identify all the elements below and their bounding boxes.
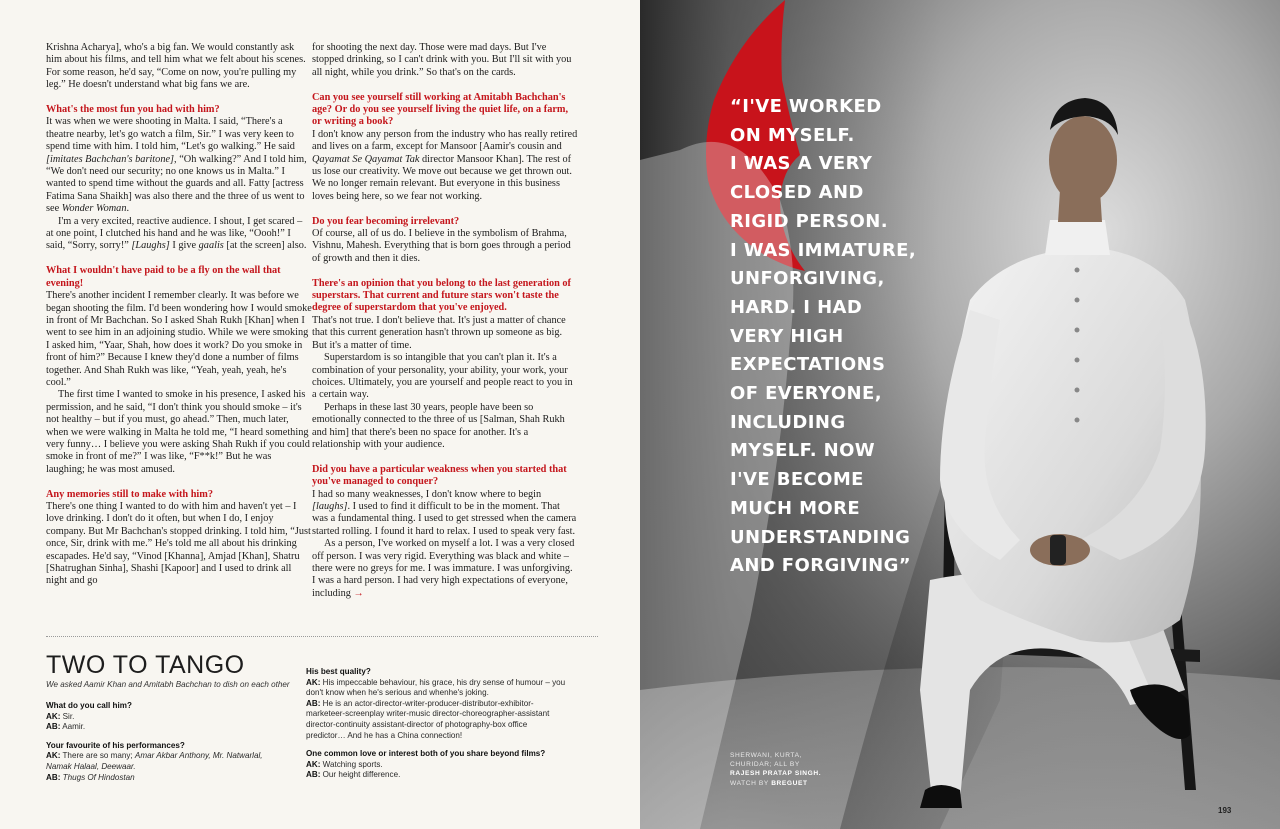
pull-quote-line: ON MYSELF. xyxy=(730,124,855,146)
paragraph: Krishna Acharya], who's a big fan. We would constantly ask him about his films, and tell him what we felt about his scenes. For some reason, he'd say, “Come on now, you're pulling my leg.” He doesn't understand what big fans we are. xyxy=(46,42,306,91)
qa-list-right xyxy=(306,667,566,781)
pull-quote-line: HARD. I HAD xyxy=(730,296,863,318)
qa-answer: AK: Sir. xyxy=(46,711,75,721)
pull-quote-line: I WAS A VERY xyxy=(730,153,873,175)
paragraph: That's not true. I don't believe that. It's just a matter of chance that this current generation hasn't thrown up someone as big. But it's a matter of time. xyxy=(312,314,566,351)
qa-list-left xyxy=(46,701,286,783)
qa-question: Your favourite of his performances? xyxy=(46,740,185,750)
paragraph: I don't know any person from the industry who has really retired and lives on a farm, except for Mansoor [Aamir's cousin and Qayamat Se Qayamat Tak director Mansoor Khan]. The rest of us lose our creativity. We move out because we get thrown out. We no longer remain relevant. But everyone in this business loves being here, so we fear not working. xyxy=(312,128,578,202)
question-heading: Do you fear becoming irrelevant? xyxy=(312,215,460,227)
pull-quote-line: OF EVERYONE, xyxy=(730,383,882,405)
qa-answer: AB: He is an actor-director-writer-producer-distributor-exhibitor-marketeer-screenplay writer-music director-choreographer-assistant director-continuity assistant-director of photography-box office predictor… And he has a China connection! xyxy=(306,698,550,740)
continue-arrow-icon: → xyxy=(353,587,364,599)
article-column-2 xyxy=(312,42,578,600)
pull-quote-line: UNDERSTANDING xyxy=(730,526,911,548)
question-heading: Did you have a particular weakness when you started that you've managed to conquer? xyxy=(312,463,567,488)
paragraph: Perhaps in these last 30 years, people have been so emotionally connected to the three of us [Salman, Shah Rukh and him] that there's been no space for another. It's a relationship with your audience. xyxy=(312,401,565,450)
credit-line: CHURIDAR; ALL BY xyxy=(730,761,800,769)
pull-quote-line: EXPECTATIONS xyxy=(730,354,886,376)
paragraph: There's another incident I remember clearly. It was before we began shooting the film. I'd been wondering how I would smoke in front of Mr Bachchan. So I asked Shah Rukh [Khan] when I went to see him in an adjoining studio. While we were smoking I asked him, “Yaar, Shah, how does it work? Do you smoke in front of him?” Because I knew they'd done a number of films together. And Shah Rukh was like, “Yeah, yeah, yeah, he's cool.” xyxy=(46,290,312,388)
paragraph: for shooting the next day. Those were mad days. But I've stopped drinking, so I can't drink with you. But I'll sit with you all night, while you drink.” So that's on the cards. xyxy=(312,42,572,78)
paragraph: I'm a very excited, reactive audience. I shout, I get scared – at one point, I clutched his hand and he was like, “Oooh!” I said, “Sorry, sorry!” [Laughs] I give gaalis [at the screen] also. xyxy=(46,215,307,252)
question-heading: Any memories still to make with him? xyxy=(46,488,214,500)
pull-quote-line: UNFORGIVING, xyxy=(730,268,885,290)
credit-line: SHERWANI, KURTA, xyxy=(730,752,803,759)
question-heading: What I wouldn't have paid to be a fly on the wall that evening! xyxy=(46,265,281,289)
qa-answer: AK: His impeccable behaviour, his grace, his dry sense of humour – you don't know when he's serious and whenhe's joking. xyxy=(306,677,566,698)
paragraph: As a person, I've worked on myself a lot. I was a very closed off person. I was very rigid. Everything was black and white – there were no greys for me. I was immature. I was unforgiving. I was a hard person. I had very high expectations of everyone, including → xyxy=(312,538,575,599)
question-heading: There's an opinion that you belong to the last generation of superstars. That current and future stars won't taste the degree of superstardom that you've enjoyed. xyxy=(312,277,571,314)
qa-answer: AK: There are so many; Amar Akbar Anthony, Mr. Natwarlal, Namak Halaal, Deewaar. xyxy=(46,751,263,771)
photo-credit xyxy=(730,751,821,788)
qa-question: His best quality? xyxy=(306,667,371,676)
paragraph: There's one thing I wanted to do with him and haven't yet – I love drinking. I don't do it often, but when I do, I enjoy company. But Mr Bachchan's stopped drinking. I told him, “Just once, Sir, drink with me.” He's told me all about his drinking escapades. He'd say, “Vinod [Khanna], Amjad [Khan], Shatru [Shatrughan Sinha], Shashi [Kapoor] and I used to drink all night and go xyxy=(46,500,311,587)
pull-quote-line: RIGID PERSON. xyxy=(730,210,888,232)
qa-answer: AK: Watching sports. xyxy=(306,759,383,769)
pull-quote-line: VERY HIGH xyxy=(730,325,844,347)
qa-answer: AB: Thugs Of Hindostan xyxy=(46,772,135,782)
pull-quote-line: I WAS IMMATURE, xyxy=(730,239,917,261)
pull-quote-line: “I'VE WORKED xyxy=(730,96,882,117)
credit-line: RAJESH PRATAP SINGH. xyxy=(730,770,822,778)
paragraph: Superstardom is so intangible that you can't plan it. It's a combination of your personality, your ability, your work, your choices. Ultimately, you are yourself and people react to you in a certain way. xyxy=(312,352,573,401)
pull-quote-line: MYSELF. NOW xyxy=(730,440,876,462)
sidebar-subtitle: We asked Aamir Khan and Amitabh Bachchan to dish on each other xyxy=(46,680,290,689)
qa-question: What do you call him? xyxy=(46,701,132,710)
page-number: 193 xyxy=(1218,806,1232,815)
pull-quote-line: MUCH MORE xyxy=(730,497,861,519)
paragraph: Of course, all of us do. I believe in the symbolism of Brahma, Vishnu, Mahesh. Everything that is born goes through a period of growth and then it dies. xyxy=(312,228,571,264)
credit-line: WATCH BY BREGUET xyxy=(730,779,808,787)
qa-answer: AB: Our height difference. xyxy=(306,770,401,780)
paragraph: It was when we were shooting in Malta. I said, “There's a theatre nearby, let's go watch a film, Sir.” I was very keen to spend time with him. I told him, “Let's go walking.” He said [imitates Bachchan's baritone], “Oh walking?” And I told him, “We don't need our security; no one knows us in Malta.” I wanted to spend time without the guards and all. Fatty [actress Fatima Sana Shaikh] was also there and the three of us went to see Wonder Woman. xyxy=(46,116,307,215)
pull-quote xyxy=(730,93,930,581)
question-heading: Can you see yourself still working at Amitabh Bachchan's age? Or do you see yourself living the quiet life, on a farm, or writing a book? xyxy=(312,91,569,128)
pull-quote-line: AND FORGIVING” xyxy=(730,555,912,577)
qa-question: One common love or interest both of you share beyond films? xyxy=(306,749,546,759)
question-heading: What's the most fun you had with him? xyxy=(46,104,220,116)
pull-quote-line: I'VE BECOME xyxy=(730,469,864,491)
paragraph: I had so many weaknesses, I don't know where to begin [laughs]. I used to find it difficult to be in the moment. That was a fundamental thing. I used to get stressed when the camera started rolling. I found it hard to relax. I used to speak very fast. xyxy=(312,488,577,537)
section-divider xyxy=(46,636,598,637)
sidebar-title: TWO TO TANGO xyxy=(46,651,245,679)
paragraph: The first time I wanted to smoke in his presence, I asked his permission, and he said, “I don't think you should smoke – it's not healthy – but if you must, go ahead.” Then, much later, when we were walking in Malta he told me, “I heard something very funny… I believe you were asking Shah Rukh if you could smoke in front of me?” I was like, “F**k!” But he was laughing; he was most amused. xyxy=(46,389,310,475)
pull-quote-line: CLOSED AND xyxy=(730,182,864,204)
pull-quote-line: INCLUDING xyxy=(730,411,846,433)
qa-answer: AB: Aamir. xyxy=(46,722,86,732)
article-column-1 xyxy=(46,42,312,588)
